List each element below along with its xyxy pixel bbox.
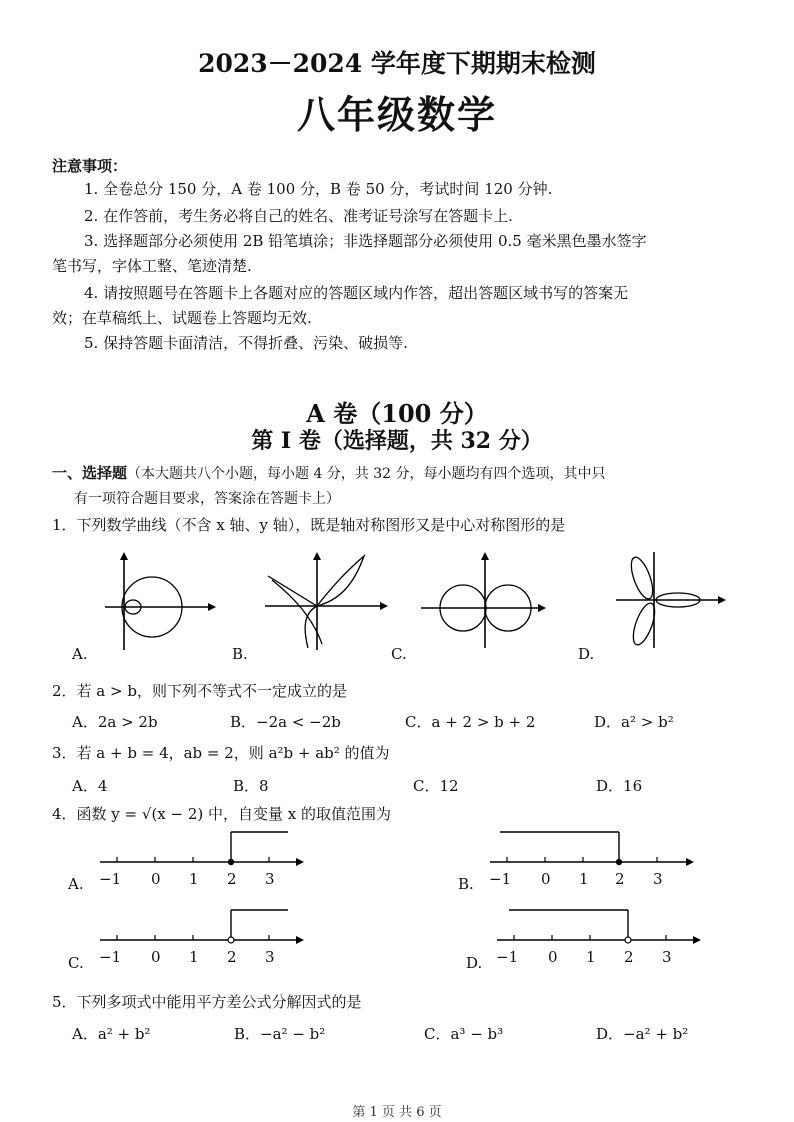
axis-tick-label: 1 bbox=[579, 870, 589, 888]
axis-tick-label: −1 bbox=[99, 870, 122, 888]
q1-figure-a bbox=[100, 550, 220, 655]
question-1-stem: 1．下列数学曲线（不含 x 轴、y 轴），既是轴对称图形又是中心对称图形的是 bbox=[52, 516, 566, 534]
q2-option-a: A．2a > 2b bbox=[72, 713, 158, 731]
q5-option-b: B．−a² − b² bbox=[234, 1025, 326, 1043]
axis-tick-label: 0 bbox=[541, 870, 551, 888]
question-2-stem: 2．若 a > b，则下列不等式不一定成立的是 bbox=[52, 682, 347, 700]
axis-tick-label: 2 bbox=[615, 870, 625, 888]
section-a-title: A 卷（100 分） bbox=[306, 399, 488, 428]
page-number: 第 1 页 共 6 页 bbox=[352, 1105, 442, 1120]
question-type-desc: （本大题共八个小题，每小题 4 分，共 32 分，每小题均有四个选项，其中只 bbox=[127, 466, 606, 482]
q2-option-d: D．a² > b² bbox=[594, 713, 674, 731]
axis-tick-label: 2 bbox=[624, 948, 634, 966]
axis-tick-label: −1 bbox=[489, 870, 512, 888]
axis-tick-label: 0 bbox=[151, 870, 161, 888]
notice-item: 效；在草稿纸上、试题卷上答题均无效. bbox=[52, 309, 312, 327]
q5-option-c: C．a³ − b³ bbox=[424, 1025, 504, 1043]
question-4-stem: 4．函数 y = √(x − 2) 中，自变量 x 的取值范围为 bbox=[52, 805, 392, 823]
q3-option-b: B．8 bbox=[233, 777, 269, 795]
notice-item: 3. 选择题部分必须使用 2B 铅笔填涂；非选择题部分必须使用 0.5 毫米黑色墨水签字 bbox=[84, 232, 647, 250]
notice-item: 5. 保持答题卡面清洁，不得折叠、污染、破损等. bbox=[84, 334, 408, 352]
axis-tick-label: 3 bbox=[653, 870, 663, 888]
notice-heading: 注意事项： bbox=[52, 157, 128, 175]
question-type-heading: 一、选择题 bbox=[52, 464, 128, 482]
axis-tick-label: −1 bbox=[99, 948, 122, 966]
q5-option-d: D．−a² + b² bbox=[596, 1025, 689, 1043]
notice-item: 1. 全卷总分 150 分，A 卷 100 分，B 卷 50 分，考试时间 120 分钟. bbox=[84, 180, 553, 198]
axis-tick-label: 1 bbox=[189, 870, 199, 888]
question-type bbox=[52, 462, 606, 483]
axis-tick-label: 0 bbox=[548, 948, 558, 966]
part-i-title: 第 I 卷（选择题，共 32 分） bbox=[251, 428, 543, 454]
q1-option-c: C. bbox=[391, 645, 407, 663]
axis-tick-label: 2 bbox=[227, 948, 237, 966]
q1-option-a: A. bbox=[72, 645, 88, 663]
notice-item: 4. 请按照题号在答题卡上各题对应的答题区域内作答，超出答题区域书写的答案无 bbox=[84, 284, 629, 302]
axis-tick-label: 0 bbox=[151, 948, 161, 966]
q3-option-d: D．16 bbox=[596, 777, 643, 795]
q1-option-b: B. bbox=[232, 645, 248, 663]
q4-option-c: C. bbox=[68, 954, 84, 972]
axis-tick-label: 3 bbox=[265, 870, 275, 888]
question-type-desc: 有一项符合题目要求，答案涂在答题卡上） bbox=[74, 491, 340, 507]
q2-option-b: B．−2a < −2b bbox=[230, 713, 341, 731]
axis-tick-label: 1 bbox=[586, 948, 596, 966]
axis-tick-label: 1 bbox=[189, 948, 199, 966]
question-3-stem: 3．若 a + b = 4，ab = 2，则 a²b + ab² 的值为 bbox=[52, 744, 390, 762]
q2-option-c: C．a + 2 > b + 2 bbox=[405, 713, 536, 731]
q4-option-a: A. bbox=[68, 875, 84, 893]
q4-option-d: D. bbox=[466, 954, 483, 972]
question-5-stem: 5．下列多项式中能用平方差公式分解因式的是 bbox=[52, 993, 362, 1011]
q3-option-a: A．4 bbox=[72, 777, 108, 795]
exam-title: 2023－2024 学年度下期期末检测 bbox=[198, 49, 596, 78]
axis-tick-label: 2 bbox=[227, 870, 237, 888]
axis-tick-label: 3 bbox=[662, 948, 672, 966]
q3-option-c: C．12 bbox=[413, 777, 459, 795]
axis-tick-label: −1 bbox=[496, 948, 519, 966]
notice-item: 2. 在作答前，考生务必将自己的姓名、准考证号涂写在答题卡上. bbox=[84, 207, 513, 225]
subject-title: 八年级数学 bbox=[296, 92, 497, 137]
notice-item: 笔书写，字体工整、笔迹清楚. bbox=[52, 257, 252, 275]
q4-option-b: B. bbox=[458, 875, 474, 893]
axis-tick-label: 3 bbox=[265, 948, 275, 966]
q1-figure-c bbox=[418, 550, 548, 650]
q1-figure-d bbox=[614, 548, 734, 653]
q1-figure-b bbox=[262, 548, 392, 653]
q1-option-d: D. bbox=[578, 645, 595, 663]
q5-option-a: A．a² + b² bbox=[72, 1025, 151, 1043]
